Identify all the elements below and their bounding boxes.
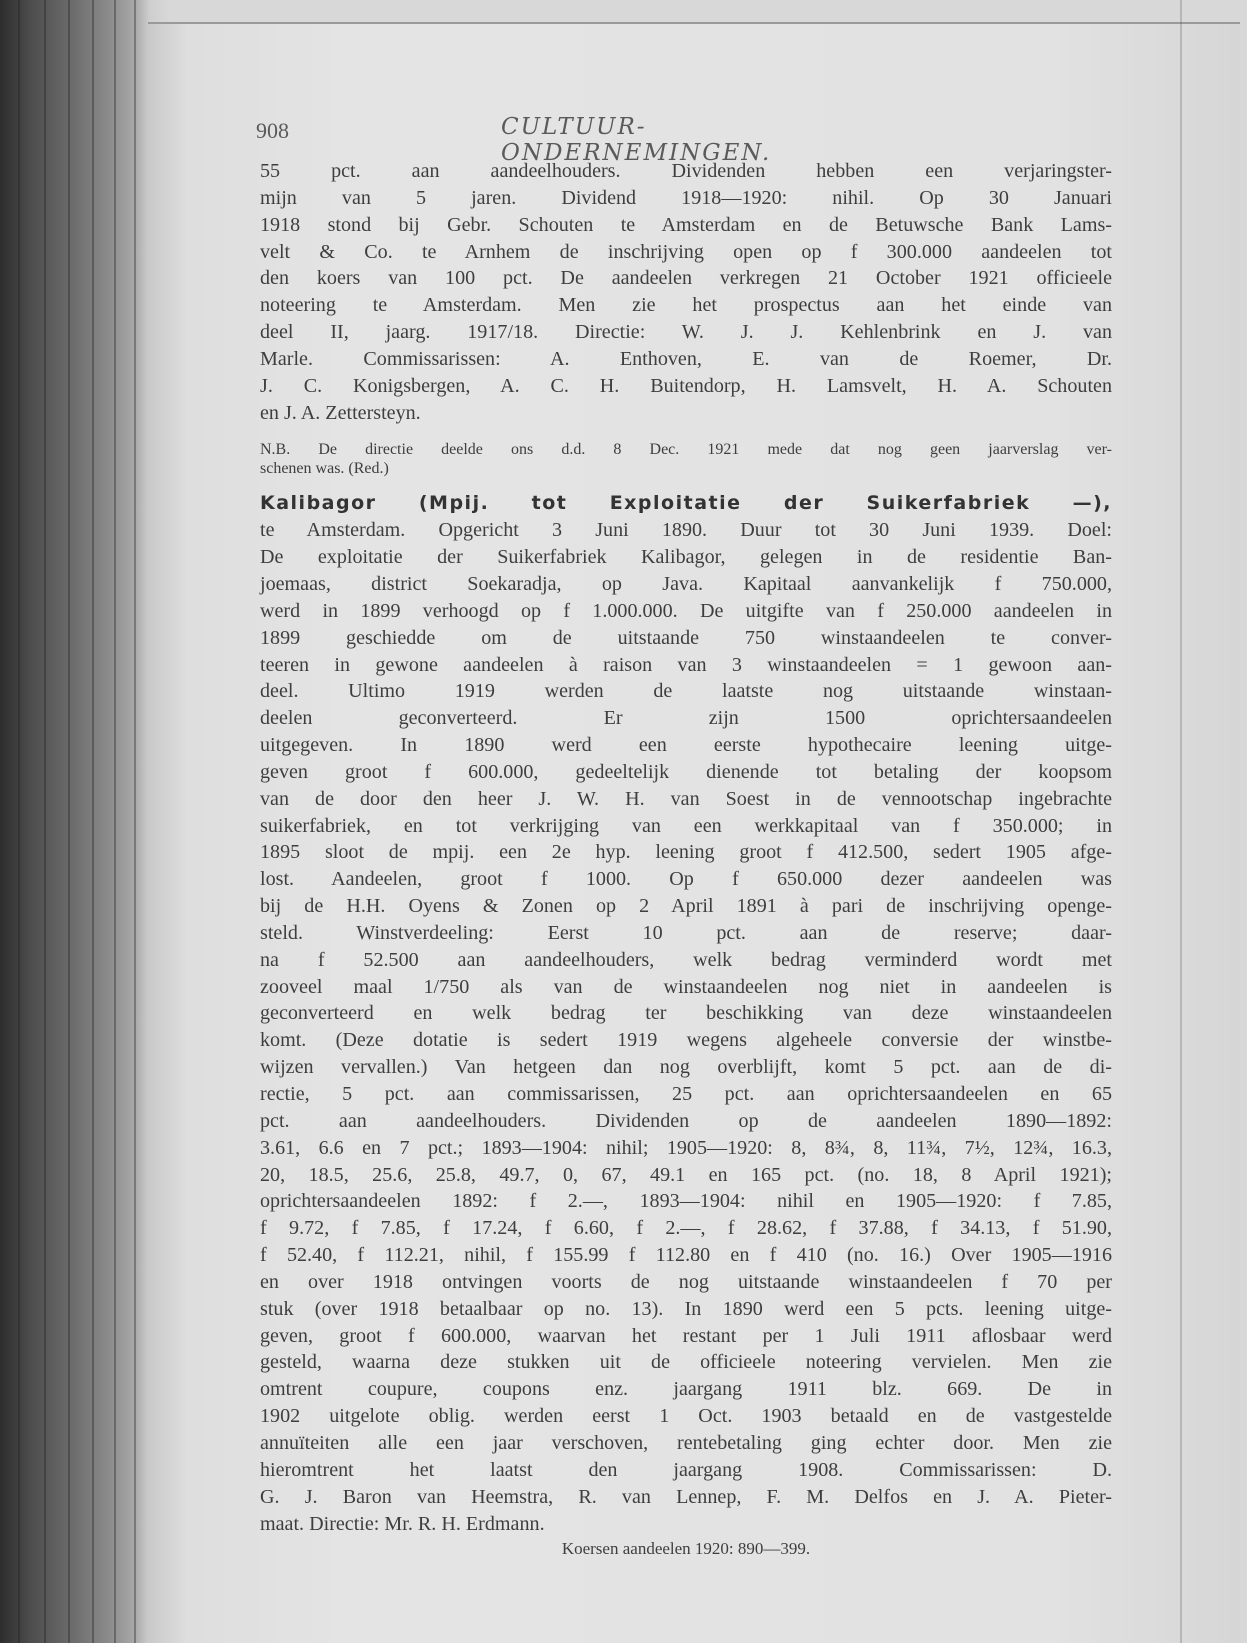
text-line: 1895 sloot de mpij. een 2e hyp. leening groot f 412.500, sedert 1905 afge-	[260, 841, 1112, 864]
text-line: f 9.72, f 7.85, f 17.24, f 6.60, f 2.—, f 28.62, f 37.88, f 34.13, f 51.90,	[260, 1217, 1112, 1240]
text-line: De exploitatie der Suikerfabriek Kalibagor, gelegen in de residentie Ban-	[260, 546, 1112, 569]
page-header	[256, 112, 906, 166]
text-line: rectie, 5 pct. aan commissarissen, 25 pct. aan oprichtersaandeelen en 65	[260, 1083, 1112, 1105]
text-line: schenen was. (Red.)	[260, 460, 389, 478]
text-line: zooveel maal 1/750 als van de winstaandeelen nog niet in aandeelen is	[260, 975, 1112, 998]
text-line: G. J. Baron van Heemstra, R. van Lennep, F. M. Delfos en J. A. Pieter-	[260, 1485, 1112, 1508]
text-line: f 52.40, f 112.21, nihil, f 155.99 f 112.80 en f 410 (no. 16.) Over 1905—1916	[260, 1244, 1112, 1267]
text-line: mijn van 5 jaren. Dividend 1918—1920: nihil. Op 30 Januari	[260, 186, 1112, 209]
text-line: omtrent coupure, coupons enz. jaargang 1911 blz. 669. De in	[260, 1378, 1112, 1401]
text-line: suikerfabriek, en tot verkrijging van een werkkapitaal van f 350.000; in	[260, 814, 1112, 837]
page-body	[260, 158, 1112, 1561]
running-title: CULTUUR-ONDERNEMINGEN.	[501, 114, 772, 166]
text-line: komt. (Deze dotatie is sedert 1919 wegens algeheele conversie der winstbe-	[260, 1029, 1112, 1052]
text-line: te Amsterdam. Opgericht 3 Juni 1890. Duur tot 30 Juni 1939. Doel:	[260, 519, 1112, 542]
text-line: deel. Ultimo 1919 werden de laatste nog uitstaande winstaan-	[260, 680, 1112, 703]
text-line: maat. Directie: Mr. R. H. Erdmann.	[260, 1512, 545, 1535]
text-line: 1899 geschiedde om de uitstaande 750 winstaandeelen te conver-	[260, 626, 1112, 649]
text-line: 20, 18.5, 25.6, 25.8, 49.7, 0, 67, 49.1 en 165 pct. (no. 18, 8 April 1921);	[260, 1163, 1112, 1186]
text-line: 3.61, 6.6 en 7 pct.; 1893—1904: nihil; 1905—1920: 8, 8¾, 8, 11¾, 7½, 12¾, 16.3,	[260, 1136, 1112, 1159]
text-line: deel II, jaarg. 1917/18. Directie: W. J. J. Kehlenbrink en J. van	[260, 321, 1112, 344]
text-line: stuk (over 1918 betaalbaar op no. 13). In 1890 werd een 5 pcts. leening uitge-	[260, 1297, 1112, 1320]
text-line: gesteld, waarna deze stukken uit de officieele noteering vervielen. Men zie	[260, 1351, 1112, 1374]
koersen-line: Koersen aandeelen 1920: 890—399.	[561, 1539, 811, 1559]
text-line: van de door den heer J. W. H. van Soest in de vennootschap ingebrachte	[260, 787, 1112, 810]
text-line: teeren in gewone aandeelen à raison van 3 winstaandeelen = 1 gewoon aan-	[260, 653, 1112, 676]
page-number: 908	[256, 118, 289, 143]
text-line: steld. Winstverdeeling: Eerst 10 pct. aan de reserve; daar-	[260, 921, 1112, 944]
text-line: noteering te Amsterdam. Men zie het prospectus aan het einde van	[260, 294, 1112, 317]
text-line: geven groot f 600.000, gedeeltelijk dienende tot betaling der koopsom	[260, 760, 1112, 783]
editor-note	[260, 440, 1112, 478]
company-entry	[260, 517, 1112, 1537]
text-line: Marle. Commissarissen: A. Enthoven, E. van de Roemer, Dr.	[260, 347, 1112, 370]
text-line: geconverteerd en welk bedrag ter beschikking van deze winstaandeelen	[260, 1002, 1112, 1025]
text-line: den koers van 100 pct. De aandeelen verkregen 21 October 1921 officieele	[260, 267, 1112, 290]
text-line: en over 1918 ontvingen voorts de nog uitstaande winstaandeelen f 70 per	[260, 1270, 1112, 1293]
text-line: en J. A. Zettersteyn.	[260, 401, 421, 424]
text-line: J. C. Konigsbergen, A. C. H. Buitendorp, H. Lamsvelt, H. A. Schouten	[260, 374, 1112, 397]
text-line: pct. aan aandeelhouders. Dividenden op de aandeelen 1890—1892:	[260, 1109, 1112, 1132]
text-line: lost. Aandeelen, groot f 1000. Op f 650.000 dezer aandeelen was	[260, 868, 1112, 891]
text-line: 1918 stond bij Gebr. Schouten te Amsterdam en de Betuwsche Bank Lams-	[260, 213, 1112, 236]
text-line: velt & Co. te Arnhem de inschrijving open op f 300.000 aandeelen tot	[260, 240, 1112, 263]
text-line: deelen geconverteerd. Er zijn 1500 oprichtersaandeelen	[260, 707, 1112, 730]
text-line: wijzen vervallen.) Van hetgeen dan nog overblijft, komt 5 pct. aan de di-	[260, 1056, 1112, 1079]
text-line: hieromtrent het laatst den jaargang 1908. Commissarissen: D.	[260, 1458, 1112, 1481]
text-line: geven, groot f 600.000, waarvan het restant per 1 Juli 1911 aflosbaar werd	[260, 1324, 1112, 1347]
text-line: annuïteiten alle een jaar verschoven, rentebetaling ging echter door. Men zie	[260, 1431, 1112, 1454]
text-line: bij de H.H. Oyens & Zonen op 2 April 1891 à pari de inschrijving openge-	[260, 895, 1112, 918]
text-line: 55 pct. aan aandeelhouders. Dividenden hebben een verjaringster-	[260, 160, 1112, 182]
text-line: uitgegeven. In 1890 werd een eerste hypothecaire leening uitge-	[260, 734, 1112, 757]
text-line: N.B. De directie deelde ons d.d. 8 Dec. 1921 mede dat nog geen jaarverslag ver-	[260, 441, 1112, 459]
text-line: oprichtersaandeelen 1892: f 2.—, 1893—1904: nihil en 1905—1920: f 7.85,	[260, 1190, 1112, 1213]
company-heading: Kalibagor (Mpij. tot Exploitatie der Suikerfabriek —),	[260, 492, 1112, 515]
intro-paragraph	[260, 158, 1112, 426]
text-line: joemaas, district Soekaradja, op Java. Kapitaal aanvankelijk f 750.000,	[260, 572, 1112, 595]
text-line: 1902 uitgelote oblig. werden eerst 1 Oct. 1903 betaald en de vastgestelde	[260, 1405, 1112, 1428]
text-line: na f 52.500 aan aandeelhouders, welk bedrag verminderd wordt met	[260, 948, 1112, 971]
page-crease	[1180, 0, 1182, 1643]
text-line: werd in 1899 verhoogd op f 1.000.000. De uitgifte van f 250.000 aandeelen in	[260, 599, 1112, 622]
